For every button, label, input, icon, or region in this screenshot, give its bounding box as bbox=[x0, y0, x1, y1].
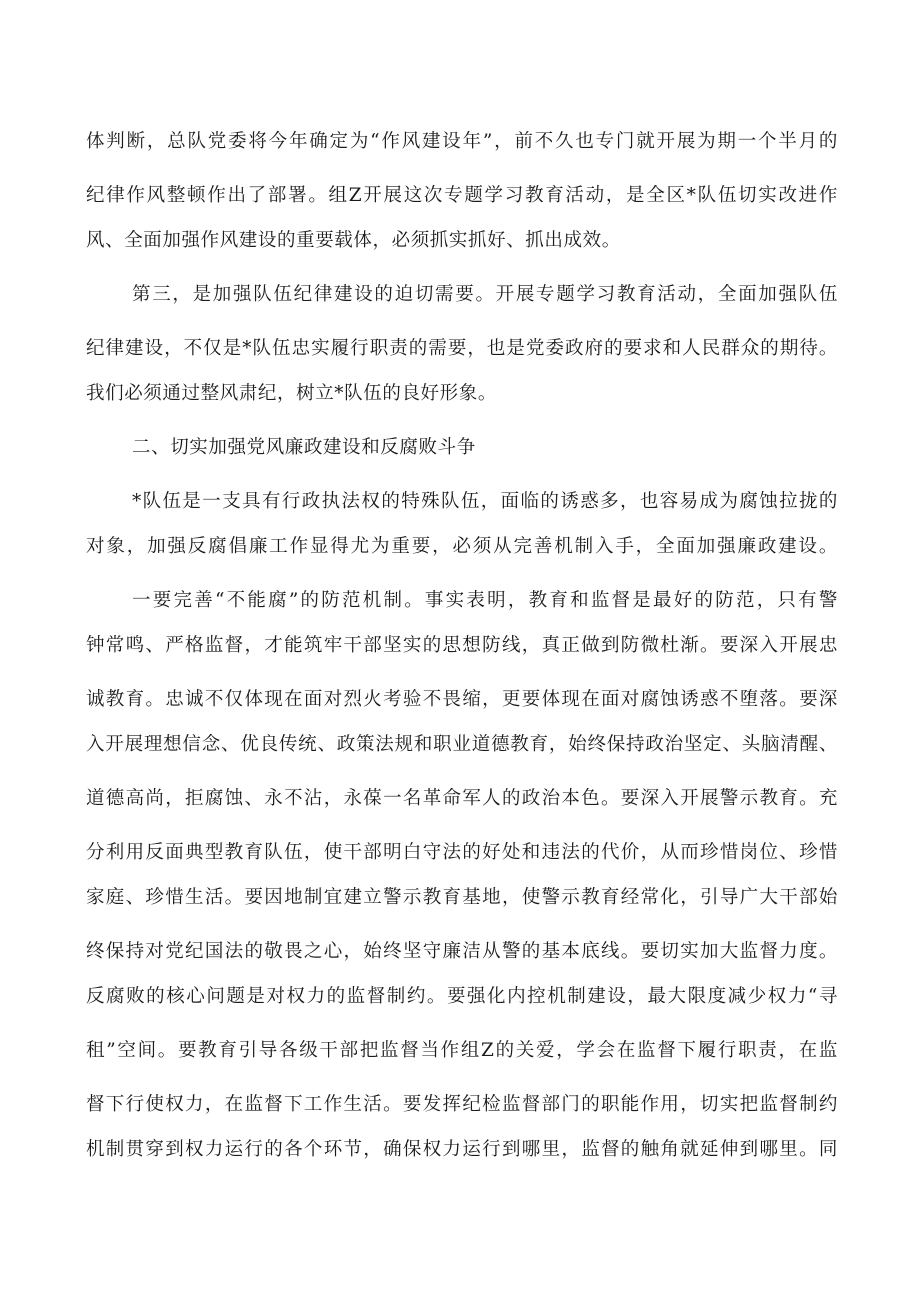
body-text-line: 租”空间。要教育引导各级干部把监督当作组Z的关爱，学会在监督下履行职责，在监 bbox=[86, 1040, 838, 1061]
body-text-line: 机制贯穿到权力运行的各个环节，确保权力运行到哪里，监督的触角就延伸到哪里。同 bbox=[86, 1139, 838, 1160]
body-text-line: 诚教育。忠诚不仅体现在面对烈火考验不畏缩，更要体现在面对腐蚀诱惑不堕落。要深 bbox=[86, 689, 838, 710]
paragraph-start-line: 一要完善“不能腐”的防范机制。事实表明，教育和监督是最好的防范，只有警 bbox=[132, 590, 838, 611]
body-text-line: 家庭、珍惜生活。要因地制宜建立警示教育基地，使警示教育经常化，引导广大干部始 bbox=[86, 887, 838, 908]
body-text-line: 督下行使权力，在监督下工作生活。要发挥纪检监督部门的职能作用，切实把监督制约 bbox=[86, 1094, 838, 1115]
body-text-line: 分利用反面典型教育队伍，使干部明白守法的好处和违法的代价，从而珍惜岗位、珍惜 bbox=[86, 842, 838, 863]
body-text-line: 我们必须通过整风肃纪，树立*队伍的良好形象。 bbox=[86, 383, 497, 404]
paragraph-start-line: *队伍是一支具有行政执法权的特殊队伍，面临的诱惑多，也容易成为腐蚀拉拢的 bbox=[132, 491, 838, 512]
body-text-line: 纪律作风整顿作出了部署。组Z开展这次专题学习教育活动，是全区*队伍切实改进作 bbox=[86, 185, 838, 206]
paragraph-start-line: 第三，是加强队伍纪律建设的迫切需要。开展专题学习教育活动，全面加强队伍 bbox=[132, 284, 838, 305]
body-text-line: 体判断，总队党委将今年确定为“作风建设年”，前不久也专门就开展为期一个半月的 bbox=[86, 131, 838, 152]
body-text-line: 风、全面加强作风建设的重要载体，必须抓实抓好、抓出成效。 bbox=[86, 230, 621, 251]
body-text-line: 入开展理想信念、优良传统、政策法规和职业道德教育，始终保持政治坚定、头脑清醒、 bbox=[86, 734, 838, 755]
body-text-line: 纪律建设，不仅是*队伍忠实履行职责的需要，也是党委政府的要求和人民群众的期待。 bbox=[86, 338, 838, 359]
body-text-line: 钟常鸣、严格监督，才能筑牢干部坚实的思想防线，真正做到防微杜渐。要深入开展忠 bbox=[86, 635, 838, 656]
body-text-line: 道德高尚，拒腐蚀、永不沾，永葆一名革命军人的政治本色。要深入开展警示教育。充 bbox=[86, 788, 838, 809]
body-text-line: 终保持对党纪国法的敬畏之心，始终坚守廉洁从警的基本底线。要切实加大监督力度。 bbox=[86, 941, 838, 962]
body-text-line: 反腐败的核心问题是对权力的监督制约。要强化内控机制建设，最大限度减少权力“寻 bbox=[86, 986, 838, 1007]
body-text-line: 对象，加强反腐倡廉工作显得尤为重要，必须从完善机制入手，全面加强廉政建设。 bbox=[86, 536, 838, 557]
section-heading: 二、切实加强党风廉政建设和反腐败斗争 bbox=[132, 437, 476, 458]
